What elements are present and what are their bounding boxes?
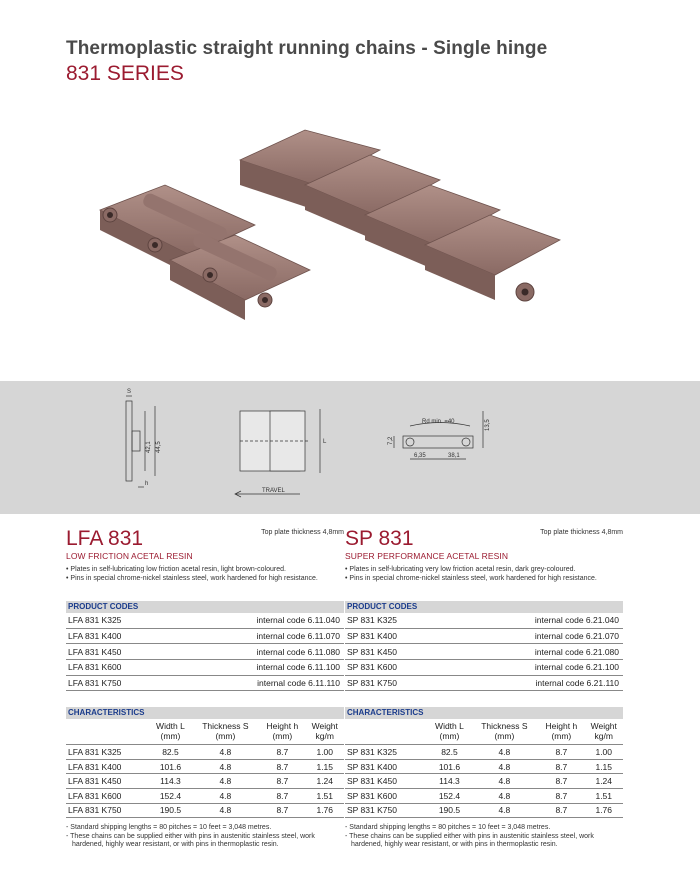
internal-code-cell: internal code 6.21.040 — [449, 613, 623, 628]
internal-code-cell: internal code 6.21.070 — [449, 628, 623, 644]
table-row: SP 831 K750 190.5 4.8 8.7 1.76 — [345, 803, 623, 818]
dim-rd-min: Rd min. =40 — [422, 419, 455, 425]
col-weight: Weight kg/m — [306, 719, 345, 745]
table-header — [345, 719, 623, 745]
table-row — [66, 644, 344, 660]
table-row: SP 831 K600 152.4 4.8 8.7 1.51 — [345, 788, 623, 803]
travel-label: TRAVEL — [262, 488, 285, 494]
lfa-bullet: • Plates in self-lubricating low friction acetal resin, light brown-coloured. — [66, 566, 286, 573]
note: - These chains can be supplied either with pins in austenitic stainless steel, work hardened, highly wear resistant, or with pins in thermoplastic resin. — [66, 832, 315, 849]
lfa-codes-heading: PRODUCT CODES — [66, 601, 344, 613]
table-row: SP 831 K400 101.6 4.8 8.7 1.15 — [345, 759, 623, 774]
sp-char-table — [345, 719, 623, 818]
dim-h: h — [145, 481, 149, 487]
sp-column — [345, 528, 623, 850]
lfa-bullet: • Pins in special chrome-nickel stainless steel, work hardened for high resistance. — [66, 574, 318, 582]
code-cell: SP 831 K450 — [345, 644, 449, 660]
col-width: Width L (mm) — [149, 719, 191, 745]
chain-bottom-view — [100, 185, 310, 320]
chain-product-photo — [80, 100, 580, 360]
code-cell: SP 831 K400 — [345, 628, 449, 644]
col-weight: Weight kg/m — [585, 719, 624, 745]
lfa-char-table — [66, 719, 344, 818]
sp-char-heading: CHARACTERISTICS — [345, 707, 623, 719]
dim-l: L — [323, 439, 327, 445]
sp-subtitle: SUPER PERFORMANCE ACETAL RESIN — [345, 551, 509, 561]
series-title: 831 SERIES — [66, 62, 184, 85]
lfa-codes-table — [66, 613, 344, 691]
lfa-char-heading: CHARACTERISTICS — [66, 707, 344, 719]
sp-codes-heading: PRODUCT CODES — [345, 601, 623, 613]
internal-code-cell: internal code 6.11.070 — [175, 628, 344, 644]
table-row — [66, 675, 344, 691]
sp-name: SP 831 — [345, 527, 414, 550]
sp-bullets — [345, 566, 623, 583]
note: - Standard shipping lengths = 80 pitches = 10 feet = 3,048 metres. — [345, 824, 551, 832]
table-row: SP 831 K325 82.5 4.8 8.7 1.00 — [345, 745, 623, 760]
page-title: Thermoplastic straight running chains - Single hinge — [66, 38, 548, 59]
table-row: LFA 831 K325 82.5 4.8 8.7 1.00 — [66, 745, 344, 760]
table-row — [66, 659, 344, 675]
table-header — [66, 719, 344, 745]
table-row: LFA 831 K450 114.3 4.8 8.7 1.24 — [66, 774, 344, 789]
sp-codes-table — [345, 613, 623, 691]
code-cell: SP 831 K600 — [345, 659, 449, 675]
dim-38-1: 38,1 — [448, 453, 460, 459]
table-row — [66, 628, 344, 644]
dim-7-2: 7,2 — [388, 436, 394, 445]
table-row — [345, 628, 623, 644]
dim-6-35: 6,35 — [414, 453, 426, 459]
col-thickness: Thickness S (mm) — [471, 719, 539, 745]
table-row: LFA 831 K600 152.4 4.8 8.7 1.51 — [66, 788, 344, 803]
code-cell: LFA 831 K325 — [66, 613, 175, 628]
dim-13-5: 13,5 — [485, 419, 491, 431]
lfa-column — [66, 528, 344, 850]
code-cell: LFA 831 K750 — [66, 675, 175, 691]
internal-code-cell: internal code 6.11.110 — [175, 675, 344, 691]
lfa-subtitle: LOW FRICTION ACETAL RESIN — [66, 551, 193, 561]
lfa-thickness: Top plate thickness 4,8mm — [261, 529, 344, 536]
dim-42-1: 42,1 — [146, 441, 152, 453]
code-cell: LFA 831 K600 — [66, 659, 175, 675]
note: - These chains can be supplied either with pins in austenitic stainless steel, work hardened, highly wear resistant, or with pins in thermoplastic resin. — [345, 832, 594, 849]
sp-thickness: Top plate thickness 4,8mm — [540, 529, 623, 536]
table-row — [345, 659, 623, 675]
table-row — [345, 613, 623, 628]
internal-code-cell: internal code 6.11.040 — [175, 613, 344, 628]
code-cell: SP 831 K750 — [345, 675, 449, 691]
lfa-bullets — [66, 566, 344, 583]
code-cell: SP 831 K325 — [345, 613, 449, 628]
col-height: Height h (mm) — [538, 719, 584, 745]
note: - Standard shipping lengths = 80 pitches = 10 feet = 3,048 metres. — [66, 824, 272, 832]
dim-44-5: 44,5 — [156, 441, 162, 453]
sp-notes — [345, 824, 623, 850]
code-cell: LFA 831 K400 — [66, 628, 175, 644]
table-row — [345, 644, 623, 660]
col-height: Height h (mm) — [259, 719, 305, 745]
sp-bullet: • Pins in special chrome-nickel stainless steel, work hardened for high resistance. — [345, 574, 597, 582]
table-row — [345, 675, 623, 691]
lfa-name: LFA 831 — [66, 527, 144, 550]
internal-code-cell: internal code 6.21.080 — [449, 644, 623, 660]
drawing-band — [0, 381, 700, 514]
internal-code-cell: internal code 6.21.110 — [449, 675, 623, 691]
internal-code-cell: internal code 6.11.080 — [175, 644, 344, 660]
sp-bullet: • Plates in self-lubricating very low friction acetal resin, dark grey-coloured. — [345, 566, 576, 573]
col-width: Width L (mm) — [428, 719, 470, 745]
table-row: LFA 831 K400 101.6 4.8 8.7 1.15 — [66, 759, 344, 774]
lfa-notes — [66, 824, 344, 850]
dim-s: S — [127, 389, 132, 395]
col-thickness: Thickness S (mm) — [192, 719, 260, 745]
internal-code-cell: internal code 6.11.100 — [175, 659, 344, 675]
internal-code-cell: internal code 6.21.100 — [449, 659, 623, 675]
table-row: LFA 831 K750 190.5 4.8 8.7 1.76 — [66, 803, 344, 818]
table-row: SP 831 K450 114.3 4.8 8.7 1.24 — [345, 774, 623, 789]
technical-drawing — [0, 381, 700, 514]
table-row — [66, 613, 344, 628]
code-cell: LFA 831 K450 — [66, 644, 175, 660]
